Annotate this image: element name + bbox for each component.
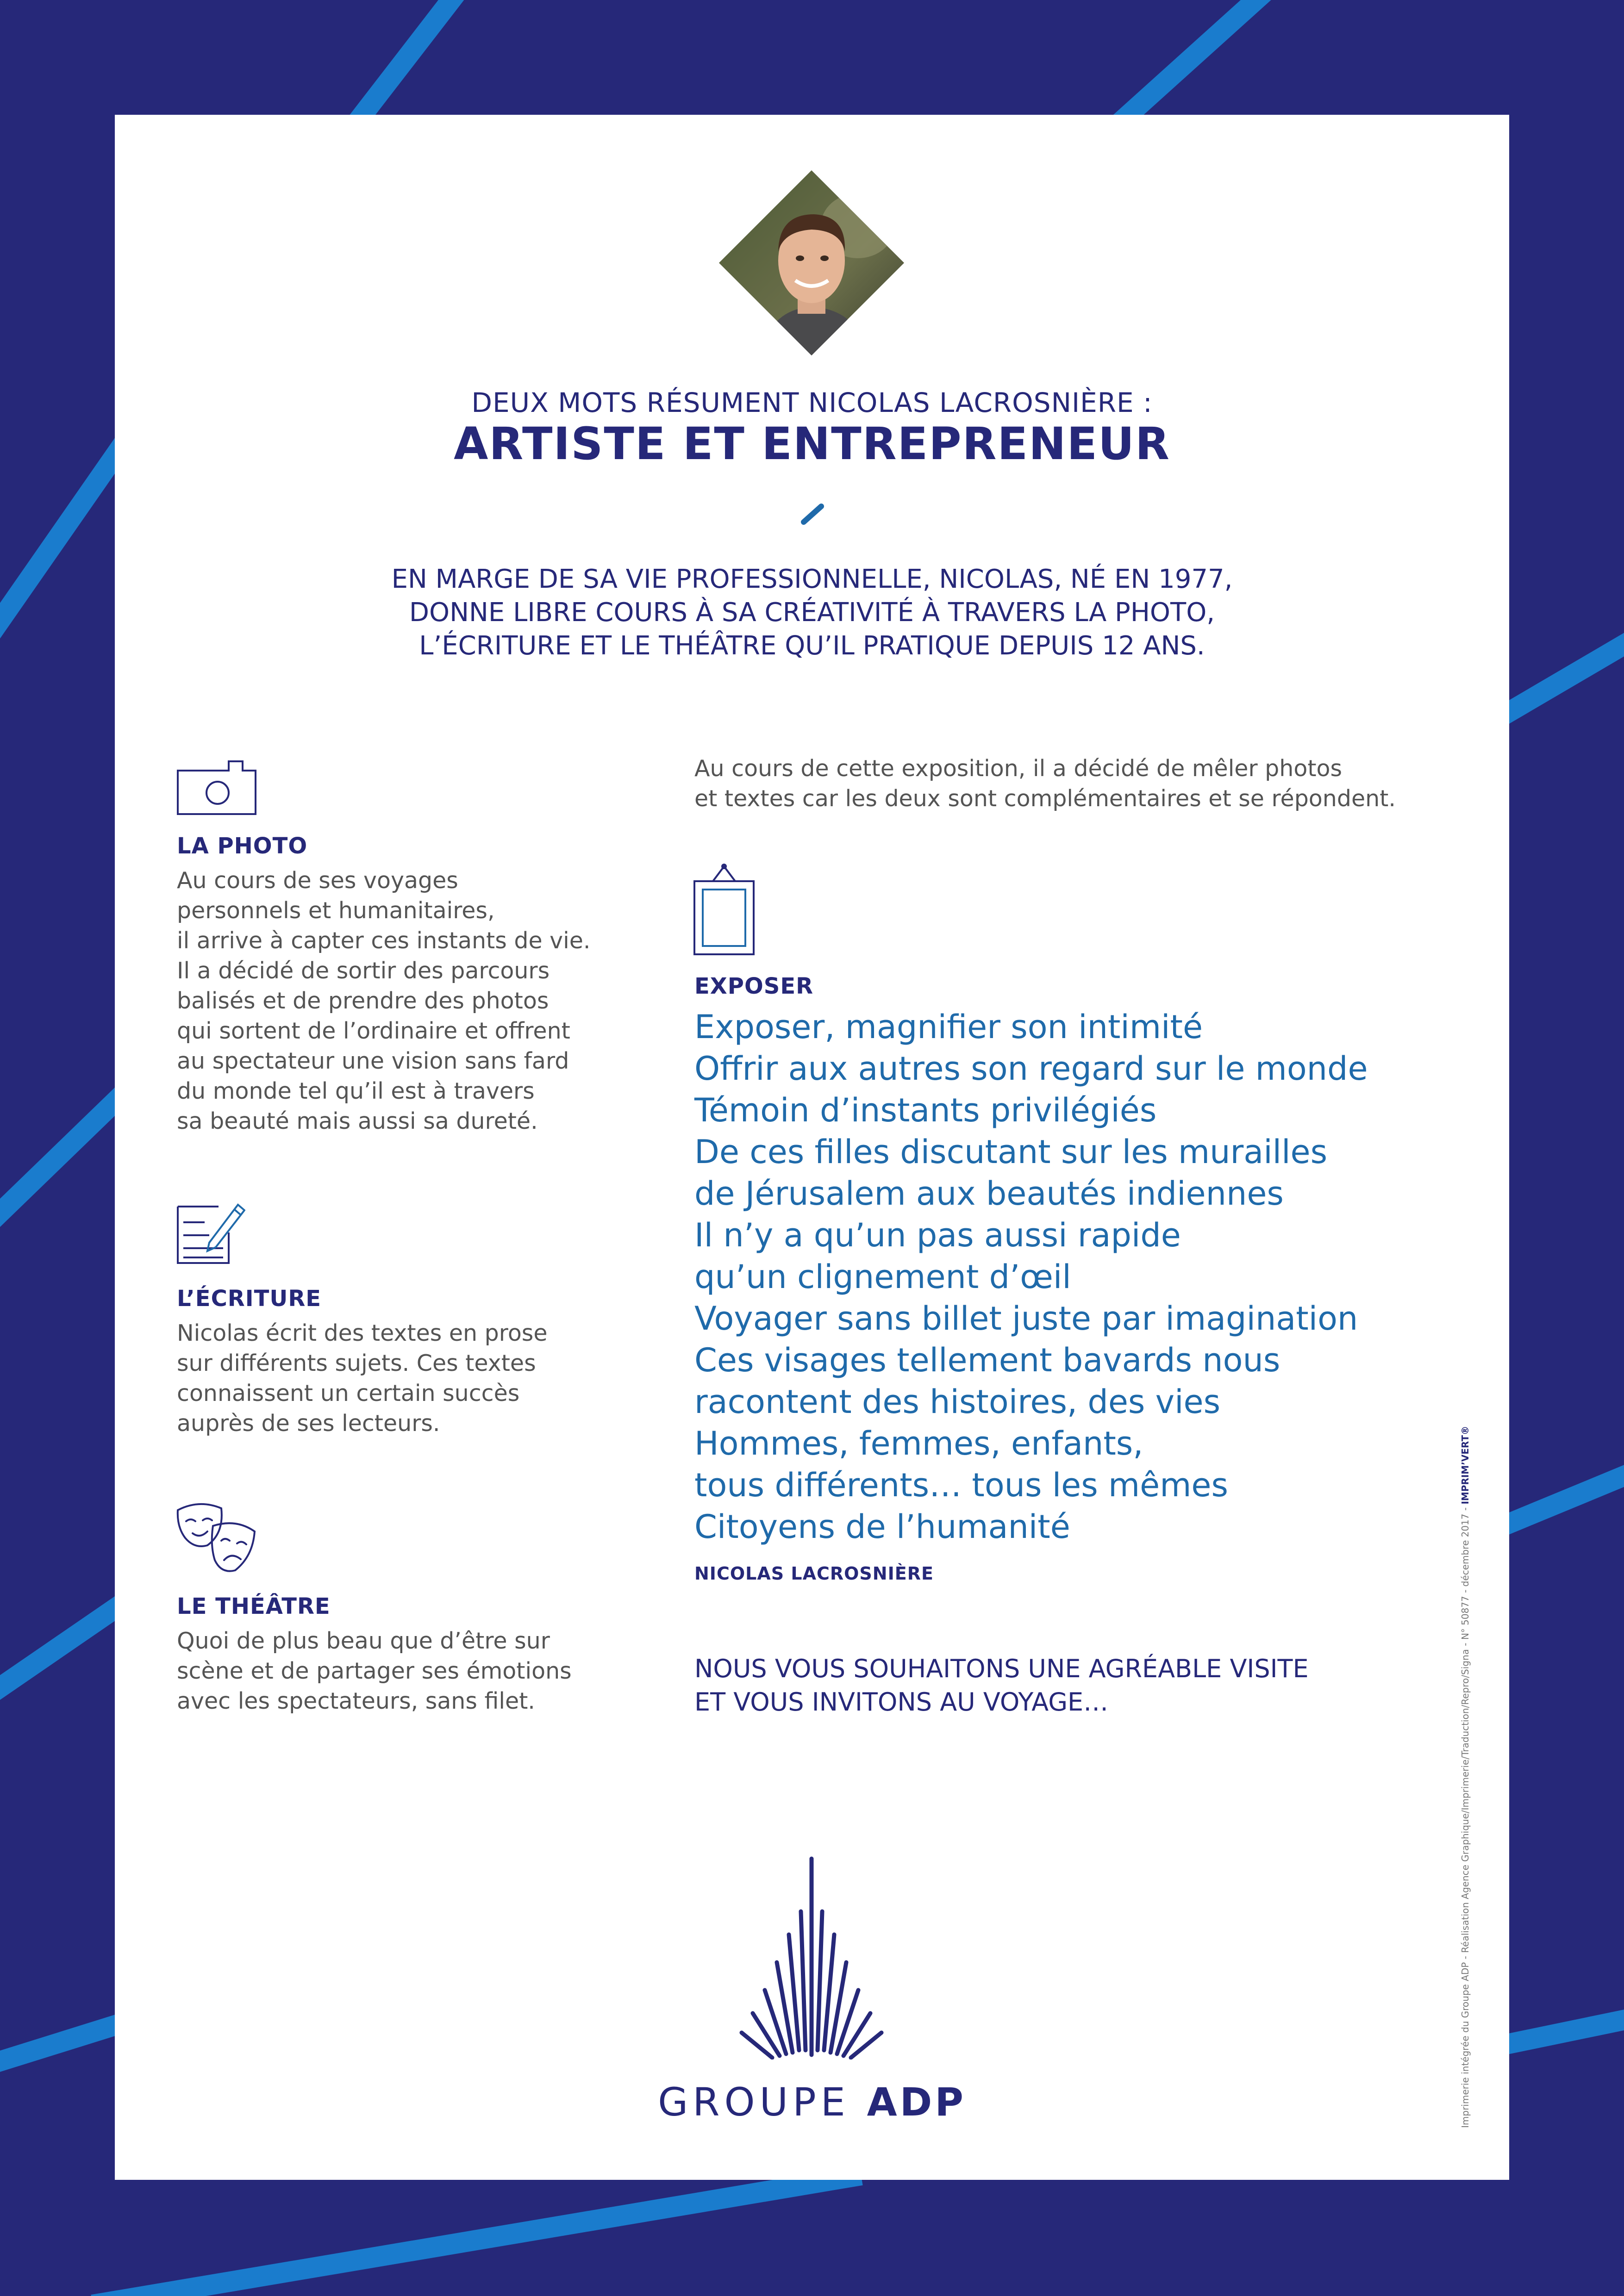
section-text-ecriture: Nicolas écrit des textes en prose sur différents sujets. Ces textes connaissent un certain succès auprès de ses lecteurs. <box>177 1320 548 1437</box>
print-credit-mark: IMPRIM’VERT® <box>1460 1425 1471 1505</box>
poem-signature: NICOLAS LACROSNIÈRE <box>694 1563 934 1584</box>
poem-line: Hommes, femmes, enfants, <box>694 1425 1143 1462</box>
brand-wordmark <box>115 2079 1509 2125</box>
exposition-intro: Au cours de cette exposition, il a décidé de mêler photos et textes car les deux sont complémentaires et se répondent. <box>694 755 1396 812</box>
poem-line: Offrir aux autres son regard sur le monde <box>694 1050 1368 1088</box>
section-text-photo: Au cours de ses voyages personnels et humanitaires, il arrive à capter ces instants de vie. Il a décidé de sortir des parcours balisés et de prendre des photos qui sortent de l’ordinaire et offrent au spectateur une vision sans fard du monde tel qu’il est à travers sa beauté mais aussi sa dureté. <box>177 867 591 1134</box>
poem-line: De ces filles discutant sur les murailles <box>694 1133 1328 1171</box>
closing-message: NOUS VOUS SOUHAITONS UNE AGRÉABLE VISITE ET VOUS INVITONS AU VOYAGE… <box>694 1654 1309 1717</box>
picture-frame-icon <box>693 864 756 956</box>
poem-line: de Jérusalem aux beautés indiennes <box>694 1175 1284 1213</box>
poster-card <box>115 115 1509 2180</box>
print-credit <box>1460 1313 1471 2128</box>
page-title: ARTISTE ET ENTREPRENEUR <box>454 418 1170 470</box>
section-title-photo: LA PHOTO <box>177 833 308 859</box>
poem-line: racontent des histoires, des vies <box>694 1383 1221 1421</box>
pen-notepad-icon <box>177 1200 245 1265</box>
poem-line: qu’un clignement d’œil <box>694 1258 1071 1296</box>
portrait-photo <box>719 170 904 355</box>
intro-lead: EN MARGE DE SA VIE PROFESSIONNELLE, NICOLAS, NÉ EN 1977, DONNE LIBRE COURS À SA CRÉATIVITÉ À TRAVERS LA PHOTO, L’ÉCRITURE ET LE THÉÂTRE QU’IL PRATIQUE DEPUIS 12 ANS. <box>391 564 1233 661</box>
theatre-masks-icon <box>176 1501 259 1575</box>
section-title-exposer: EXPOSER <box>694 973 814 999</box>
brand-word-groupe: GROUPE <box>658 2079 850 2125</box>
section-text-theatre: Quoi de plus beau que d’être sur scène et de partager ses émotions avec les spectateurs, sans filet. <box>177 1628 572 1714</box>
poem-line: tous différents… tous les mêmes <box>694 1466 1228 1504</box>
section-title-ecriture: L’ÉCRITURE <box>177 1286 322 1312</box>
decorative-dash <box>801 504 824 525</box>
poem-line: Témoin d’instants privilégiés <box>694 1091 1157 1129</box>
poem-line: Exposer, magnifier son intimité <box>694 1008 1203 1046</box>
poem-line: Citoyens de l’humanité <box>694 1508 1070 1546</box>
brand-word-adp: ADP <box>867 2079 966 2125</box>
header-kicker: DEUX MOTS RÉSUMENT NICOLAS LACROSNIÈRE : <box>471 387 1153 418</box>
section-title-theatre: LE THÉÂTRE <box>177 1593 331 1619</box>
poem-line: Voyager sans billet juste par imagination <box>694 1300 1358 1338</box>
groupe-adp-logo <box>726 1856 897 2060</box>
poem-line: Il n’y a qu’un pas aussi rapide <box>694 1216 1181 1254</box>
camera-icon <box>177 760 256 815</box>
print-credit-text: Imprimerie intégrée du Groupe ADP - Réalisation Agence Graphique/Imprimerie/Traduction/Repro/Signa - N° 50877 - décembre 2017 - <box>1460 1504 1471 2128</box>
poem-line: Ces visages tellement bavards nous <box>694 1341 1280 1379</box>
